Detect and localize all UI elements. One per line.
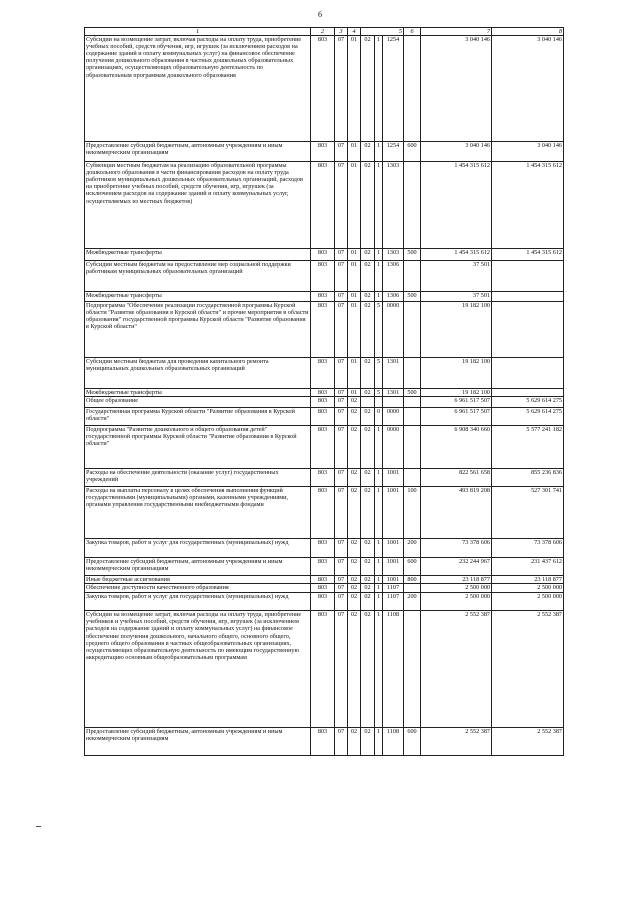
row-expense-type (404, 302, 421, 358)
row-name: Субсидии местным бюджетам для проведения капитального ремонта муниципальных дошкольных образовательных организаций (85, 358, 311, 389)
row-name: Субсидии на возмещение затрат, включая расходы на оплату труда, приобретение учебников и учебных пособий, средств обучения, игр, игрушек (за исключением расходов на содержание зданий и оплату коммунальных услуг) на финансовое обеспечение получения дошкольного, начального общего, основного общего, среднего общего образования в частных общеобразовательных организациях, осуществляющих образовательную деятельность по имеющим государственную аккредитацию основным общеобразовательным программам (85, 611, 311, 728)
row-section: 07 (335, 358, 348, 389)
row-program: 02 (361, 292, 375, 302)
table-row (85, 558, 564, 576)
row-subprogram: 1 (375, 576, 383, 584)
row-subsection: 01 (348, 142, 361, 162)
row-subsection: 01 (348, 162, 361, 249)
row-subsection: 02 (348, 584, 361, 593)
row-subprogram: 1 (375, 249, 383, 261)
row-sum-2: 2 500 000 (492, 593, 564, 611)
header-cell-sum-1: 7 (421, 28, 492, 36)
row-subprogram: 1 (375, 36, 383, 142)
row-ministry: 803 (311, 358, 335, 389)
row-subsection: 01 (348, 358, 361, 389)
row-program: 02 (361, 358, 375, 389)
row-sum-1: 3 040 146 (421, 142, 492, 162)
row-expense-type: 500 (404, 249, 421, 261)
row-subprogram: 1 (375, 728, 383, 756)
row-sum-1: 37 501 (421, 261, 492, 292)
row-sum-2: 2 500 000 (492, 584, 564, 593)
row-subprogram: 1 (375, 142, 383, 162)
header-cell-subsection: 4 (348, 28, 361, 36)
row-ministry: 803 (311, 558, 335, 576)
row-name: Предоставление субсидий бюджетным, автономным учреждениям и иным некоммерческим организациям (85, 728, 311, 756)
row-sum-1: 19 182 100 (421, 302, 492, 358)
table-row (85, 162, 564, 249)
table-row (85, 261, 564, 292)
row-subprogram: 1 (375, 558, 383, 576)
row-program: 02 (361, 389, 375, 397)
header-cell-sum-2: 8 (492, 28, 564, 36)
row-ministry: 803 (311, 162, 335, 249)
row-program: 02 (361, 36, 375, 142)
header-cell-ministry: 2 (311, 28, 335, 36)
row-target: 1001 (383, 576, 404, 584)
row-sum-1: 493 819 208 (421, 487, 492, 539)
table-row (85, 389, 564, 397)
row-target: 1108 (383, 728, 404, 756)
row-ministry: 803 (311, 408, 335, 426)
row-subsection: 01 (348, 302, 361, 358)
row-subprogram: 1 (375, 487, 383, 539)
row-sum-1: 2 500 000 (421, 584, 492, 593)
row-section: 07 (335, 397, 348, 408)
row-section: 07 (335, 576, 348, 584)
table-row (85, 36, 564, 142)
row-sum-2: 1 454 315 612 (492, 162, 564, 249)
row-sum-2: 231 437 612 (492, 558, 564, 576)
row-subprogram: 1 (375, 261, 383, 292)
row-name: Предоставление субсидий бюджетным, автономным учреждениям и иным некоммерческим организациям (85, 142, 311, 162)
row-name: Субсидии местным бюджетам на предоставление мер социальной поддержки работникам муниципальных образовательных организаций (85, 261, 311, 292)
row-target: 1107 (383, 593, 404, 611)
row-program: 02 (361, 162, 375, 249)
row-sum-2: 527 301 741 (492, 487, 564, 539)
row-subsection: 02 (348, 728, 361, 756)
row-expense-type (404, 358, 421, 389)
row-subprogram: 1 (375, 593, 383, 611)
row-target: 1001 (383, 487, 404, 539)
row-sum-1: 1 454 315 612 (421, 249, 492, 261)
table-row (85, 487, 564, 539)
row-subsection: 01 (348, 261, 361, 292)
row-target: 1001 (383, 539, 404, 558)
row-target: 1301 (383, 389, 404, 397)
row-program: 02 (361, 249, 375, 261)
table-row (85, 358, 564, 389)
row-sum-2: 5 629 614 275 (492, 397, 564, 408)
row-ministry: 803 (311, 426, 335, 469)
row-sum-1: 6 908 340 660 (421, 426, 492, 469)
row-subsection: 02 (348, 539, 361, 558)
table-row (85, 584, 564, 593)
row-sum-2: 855 236 836 (492, 469, 564, 487)
row-ministry: 803 (311, 487, 335, 539)
row-sum-1: 6 961 517 507 (421, 408, 492, 426)
row-name: Закупка товаров, работ и услуг для государственных (муниципальных) нужд (85, 539, 311, 558)
row-expense-type: 500 (404, 292, 421, 302)
table-row (85, 469, 564, 487)
table-row (85, 292, 564, 302)
row-subsection: 02 (348, 558, 361, 576)
row-section: 07 (335, 593, 348, 611)
row-ministry: 803 (311, 584, 335, 593)
row-ministry: 803 (311, 389, 335, 397)
row-program: 02 (361, 302, 375, 358)
row-section: 07 (335, 469, 348, 487)
row-sum-2: 73 378 606 (492, 539, 564, 558)
row-ministry: 803 (311, 611, 335, 728)
row-program: 02 (361, 558, 375, 576)
row-ministry: 803 (311, 142, 335, 162)
row-name: Общее образование (85, 397, 311, 408)
row-subprogram: 5 (375, 302, 383, 358)
row-program: 02 (361, 728, 375, 756)
table-row (85, 576, 564, 584)
row-expense-type: 200 (404, 539, 421, 558)
row-ministry: 803 (311, 397, 335, 408)
row-ministry: 803 (311, 576, 335, 584)
row-expense-type: 600 (404, 142, 421, 162)
row-expense-type: 600 (404, 728, 421, 756)
row-name: Межбюджетные трансферты (85, 389, 311, 397)
row-ministry: 803 (311, 302, 335, 358)
page-number: 6 (318, 10, 322, 19)
row-target: 1301 (383, 358, 404, 389)
row-sum-1: 19 182 100 (421, 389, 492, 397)
row-subsection: 02 (348, 469, 361, 487)
header-cell-name: 1 (85, 28, 311, 36)
row-name: Расходы на выплаты персоналу в целях обеспечения выполнения функций государственными (муниципальными) органами, казенными учреждениями, органами управления государственными внебюджетными фондами (85, 487, 311, 539)
row-program (361, 397, 375, 408)
row-program: 02 (361, 539, 375, 558)
row-subprogram: 1 (375, 469, 383, 487)
row-name: Подпрограмма "Развитие дошкольного и общего образования детей" государственной программы Курской области "Развитие образования в Курской области" (85, 426, 311, 469)
table-row (85, 593, 564, 611)
row-sum-2: 1 454 315 612 (492, 249, 564, 261)
table-row (85, 611, 564, 728)
row-name: Подпрограмма "Обеспечение реализации государственной программы Курской области "Развитие образования в Курской области" и прочие мероприятия в области образования" государственной программы Курской области "Развитие образования в Курской области" (85, 302, 311, 358)
row-subsection: 02 (348, 611, 361, 728)
row-ministry: 803 (311, 261, 335, 292)
row-section: 07 (335, 408, 348, 426)
row-expense-type (404, 408, 421, 426)
row-subsection: 01 (348, 292, 361, 302)
row-sum-2 (492, 292, 564, 302)
row-program: 02 (361, 469, 375, 487)
margin-mark (36, 826, 41, 827)
row-program: 02 (361, 426, 375, 469)
row-target: 1001 (383, 469, 404, 487)
row-sum-2: 3 040 146 (492, 36, 564, 142)
row-expense-type: 500 (404, 389, 421, 397)
row-subprogram: 1 (375, 539, 383, 558)
row-section: 07 (335, 728, 348, 756)
row-section: 07 (335, 611, 348, 728)
header-cell-section: 3 (335, 28, 348, 36)
row-sum-2: 3 040 146 (492, 142, 564, 162)
row-name: Субсидии на возмещение затрат, включая расходы на оплату труда, приобретение учебных пособий, средств обучения, игр, игрушек (за исключением расходов на содержание зданий и оплату коммунальных услуг) на финансовое обеспечение получения дошкольного образования в частных дошкольных образовательных организациях, осуществляющих образовательную деятельность по образовательным программам дошкольного образования (85, 36, 311, 142)
row-section: 07 (335, 261, 348, 292)
row-subprogram: 1 (375, 426, 383, 469)
row-subprogram: 1 (375, 611, 383, 728)
row-sum-1: 73 378 606 (421, 539, 492, 558)
row-sum-2: 5 629 614 275 (492, 408, 564, 426)
row-sum-2: 5 577 241 182 (492, 426, 564, 469)
row-subprogram: 1 (375, 584, 383, 593)
row-expense-type (404, 162, 421, 249)
row-subprogram: 1 (375, 292, 383, 302)
row-ministry: 803 (311, 728, 335, 756)
row-subsection: 01 (348, 249, 361, 261)
row-program: 02 (361, 576, 375, 584)
row-name: Субвенции местным бюджетам на реализацию образовательной программы дошкольного образования в части финансирования расходов на оплату труда работников муниципальных дошкольных образовательных организаций, расходов на приобретение учебных пособий, средств обучения, игр, игрушек (за исключением расходов на содержание зданий и оплату коммунальных услуг, осуществляемых из местных бюджетов) (85, 162, 311, 249)
row-program: 02 (361, 584, 375, 593)
header-row (85, 28, 564, 36)
row-sum-2: 2 552 387 (492, 728, 564, 756)
row-subsection: 02 (348, 408, 361, 426)
row-section: 07 (335, 389, 348, 397)
row-subprogram: 5 (375, 389, 383, 397)
row-ministry: 803 (311, 593, 335, 611)
row-target: 1303 (383, 162, 404, 249)
row-subsection: 01 (348, 36, 361, 142)
row-section: 07 (335, 539, 348, 558)
row-subprogram (375, 397, 383, 408)
row-subsection: 01 (348, 389, 361, 397)
row-sum-1: 23 118 877 (421, 576, 492, 584)
row-target (383, 397, 404, 408)
row-name: Расходы на обеспечение деятельности (оказание услуг) государственных учреждений (85, 469, 311, 487)
header-cell-expense-type: 6 (404, 28, 421, 36)
row-sum-2 (492, 261, 564, 292)
row-sum-2 (492, 358, 564, 389)
row-expense-type (404, 469, 421, 487)
table-body (85, 36, 564, 756)
row-target: 0000 (383, 302, 404, 358)
table-row (85, 397, 564, 408)
row-sum-2 (492, 302, 564, 358)
row-target: 1107 (383, 584, 404, 593)
row-name: Обеспечение доступности качественного образования (85, 584, 311, 593)
row-target: 1108 (383, 611, 404, 728)
row-name: Межбюджетные трансферты (85, 249, 311, 261)
row-ministry: 803 (311, 469, 335, 487)
row-subsection: 02 (348, 397, 361, 408)
table-row (85, 302, 564, 358)
row-name: Предоставление субсидий бюджетным, автономным учреждениям и иным некоммерческим организациям (85, 558, 311, 576)
row-sum-1: 6 961 517 507 (421, 397, 492, 408)
row-expense-type (404, 261, 421, 292)
row-ministry: 803 (311, 249, 335, 261)
row-expense-type: 800 (404, 576, 421, 584)
row-sum-1: 3 040 146 (421, 36, 492, 142)
row-expense-type: 100 (404, 487, 421, 539)
row-section: 07 (335, 584, 348, 593)
row-subsection: 02 (348, 593, 361, 611)
row-program: 02 (361, 142, 375, 162)
row-sum-2: 2 552 387 (492, 611, 564, 728)
row-sum-1: 2 552 387 (421, 728, 492, 756)
row-sum-1: 2 500 000 (421, 593, 492, 611)
row-sum-1: 2 552 387 (421, 611, 492, 728)
row-expense-type (404, 584, 421, 593)
header-cell-target-article: 5 (361, 28, 404, 36)
row-sum-1: 1 454 315 612 (421, 162, 492, 249)
row-target: 1254 (383, 36, 404, 142)
row-ministry: 803 (311, 292, 335, 302)
row-name: Иные бюджетные ассигнования (85, 576, 311, 584)
row-program: 02 (361, 261, 375, 292)
row-subsection: 02 (348, 487, 361, 539)
row-section: 07 (335, 487, 348, 539)
row-program: 02 (361, 611, 375, 728)
row-section: 07 (335, 142, 348, 162)
row-program: 02 (361, 487, 375, 539)
row-section: 07 (335, 302, 348, 358)
row-expense-type (404, 36, 421, 142)
budget-table (84, 27, 564, 756)
row-sum-1: 37 501 (421, 292, 492, 302)
table-row (85, 426, 564, 469)
row-section: 07 (335, 162, 348, 249)
row-section: 07 (335, 292, 348, 302)
row-section: 07 (335, 426, 348, 469)
row-ministry: 803 (311, 36, 335, 142)
row-sum-1: 232 244 967 (421, 558, 492, 576)
row-target: 1254 (383, 142, 404, 162)
row-sum-2: 23 118 877 (492, 576, 564, 584)
row-section: 07 (335, 558, 348, 576)
table-row (85, 249, 564, 261)
row-sum-2 (492, 389, 564, 397)
row-program: 02 (361, 408, 375, 426)
row-subprogram: 5 (375, 358, 383, 389)
row-target: 1303 (383, 249, 404, 261)
table-row (85, 728, 564, 756)
row-target: 0000 (383, 426, 404, 469)
row-subsection: 02 (348, 576, 361, 584)
row-target: 0000 (383, 408, 404, 426)
row-target: 1306 (383, 261, 404, 292)
row-name: Закупка товаров, работ и услуг для государственных (муниципальных) нужд (85, 593, 311, 611)
row-program: 02 (361, 593, 375, 611)
table-row (85, 142, 564, 162)
row-expense-type (404, 397, 421, 408)
row-expense-type (404, 611, 421, 728)
row-name: Межбюджетные трансферты (85, 292, 311, 302)
row-expense-type (404, 426, 421, 469)
row-sum-1: 822 561 658 (421, 469, 492, 487)
table-row (85, 408, 564, 426)
row-ministry: 803 (311, 539, 335, 558)
table-row (85, 539, 564, 558)
row-expense-type: 600 (404, 558, 421, 576)
row-target: 1001 (383, 558, 404, 576)
row-subprogram: 0 (375, 408, 383, 426)
row-sum-1: 19 182 100 (421, 358, 492, 389)
row-expense-type: 200 (404, 593, 421, 611)
row-subprogram: 1 (375, 162, 383, 249)
row-target: 1306 (383, 292, 404, 302)
row-section: 07 (335, 36, 348, 142)
row-name: Государственная программа Курской области "Развитие образования в Курской области" (85, 408, 311, 426)
row-section: 07 (335, 249, 348, 261)
row-subsection: 02 (348, 426, 361, 469)
